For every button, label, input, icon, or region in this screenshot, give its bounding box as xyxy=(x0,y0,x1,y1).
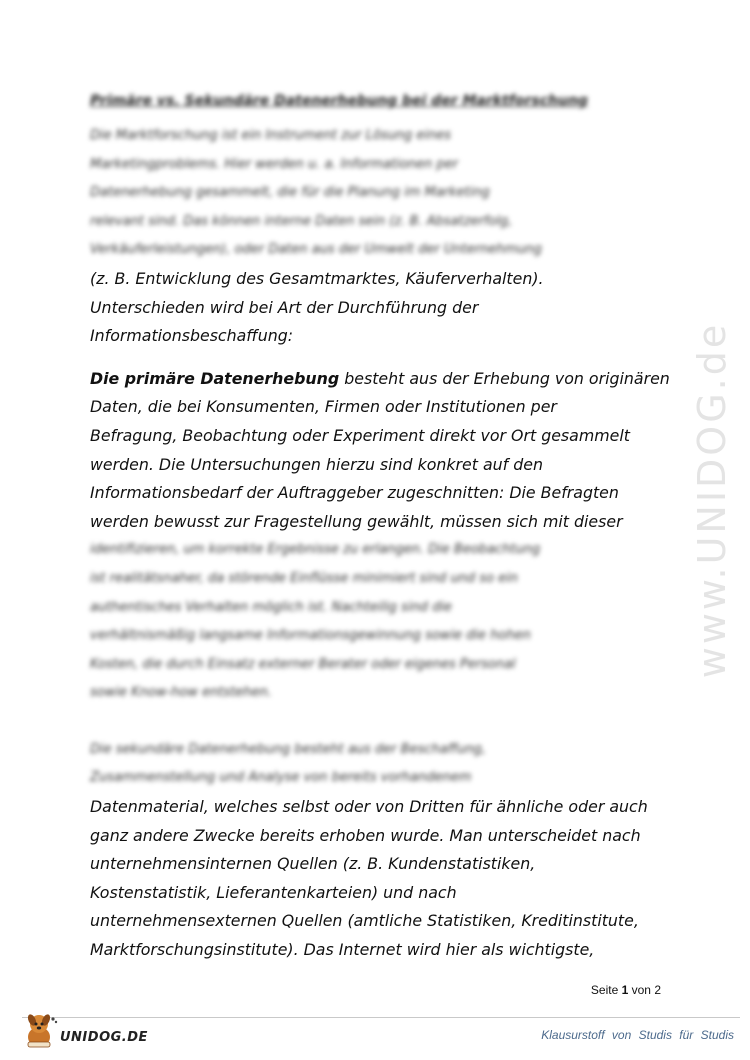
text-line: Informationsbeschaffung: xyxy=(90,326,294,346)
blurred-line: relevant sind. Das können interne Daten sein (z. B. Absatzerfolg, xyxy=(90,213,513,229)
blurred-line: verhältnismäßig langsame Informationsgewinnung sowie die hohen xyxy=(90,628,531,644)
primary-first-line: besteht aus der Erhebung von originären xyxy=(339,368,670,388)
blurred-line: sowie Know-how entstehen. xyxy=(90,685,272,701)
blurred-line: Datenerhebung gesammelt, die für die Planung im Marketing xyxy=(90,185,490,201)
blurred-line: ist realitätsnaher, da störende Einflüsse minimiert sind und so ein xyxy=(90,570,519,586)
page-number xyxy=(591,983,661,997)
text-line: werden bewusst zur Fragestellung gewählt, müssen sich mit dieser xyxy=(90,511,623,531)
blurred-line: identifizieren, um korrekte Ergebnisse zu erlangen. Die Beobachtung xyxy=(90,542,541,558)
blurred-line: Zusammenstellung und Analyse von bereits vorhandenem xyxy=(90,770,472,786)
primary-paragraph xyxy=(90,365,675,708)
text-line: Unterschieden wird bei Art der Durchführung der xyxy=(90,297,479,317)
text-line: ganz andere Zwecke bereits erhoben wurde. Man unterscheidet nach xyxy=(90,825,641,845)
text-line: Marktforschungsinstitute). Das Internet wird hier als wichtigste, xyxy=(90,940,595,960)
footer-tagline: Klausurstoff von Studis für Studis xyxy=(541,1028,734,1042)
blurred-line: Kosten, die durch Einsatz externer Berater oder eigenes Personal xyxy=(90,656,516,672)
document-body xyxy=(90,90,675,965)
page-number-middle: von xyxy=(628,983,655,997)
text-line: Befragung, Beobachtung oder Experiment direkt vor Ort gesammelt xyxy=(90,425,630,445)
text-line: Daten, die bei Konsumenten, Firmen oder Institutionen per xyxy=(90,397,557,417)
page-number-prefix: Seite xyxy=(590,983,622,997)
intro-paragraph xyxy=(90,122,675,351)
blurred-line: Die sekundäre Datenerhebung besteht aus der Beschaffung, xyxy=(90,741,486,757)
page-number-current: 1 xyxy=(621,983,629,997)
watermark-text: www.UNIDOG.de xyxy=(690,321,734,679)
text-line: Datenmaterial, welches selbst oder von Dritten für ähnliche oder auch xyxy=(90,797,648,817)
blurred-line: Die Marktforschung ist ein Instrument zur Lösung eines xyxy=(90,128,452,143)
watermark xyxy=(692,260,732,740)
blurred-line: authentisches Verhalten möglich ist. Nachteilig sind die xyxy=(90,599,452,615)
blurred-line: Marketingproblems. Hier werden u. a. Informationen per xyxy=(90,156,459,172)
text-line xyxy=(90,365,675,394)
dog-mascot-icon xyxy=(22,1010,58,1050)
text-line: (z. B. Entwicklung des Gesamtmarktes, Käuferverhalten). xyxy=(90,268,544,288)
page-number-total: 2 xyxy=(654,983,661,997)
logo-text: UNIDOG.DE xyxy=(60,1029,148,1045)
text-line: Informationsbedarf der Auftraggeber zugeschnitten: Die Befragten xyxy=(90,483,619,503)
text-line: werden. Die Untersuchungen hierzu sind konkret auf den xyxy=(90,454,544,474)
unidog-logo xyxy=(22,1008,148,1052)
text-line: Kostenstatistik, Lieferantenkarteien) und nach xyxy=(90,882,457,902)
primary-heading: Die primäre Datenerhebung xyxy=(90,368,340,388)
blurred-line: Verkäuferleistungen), oder Daten aus der Umwelt der Unternehmung xyxy=(90,242,542,258)
secondary-paragraph xyxy=(90,736,675,965)
document-title: Primäre vs. Sekundäre Datenerhebung bei der Marktforschung xyxy=(90,93,588,109)
text-line: unternehmensinternen Quellen (z. B. Kundenstatistiken, xyxy=(90,854,536,874)
text-line: unternehmensexternen Quellen (amtliche Statistiken, Kreditinstitute, xyxy=(90,911,639,931)
